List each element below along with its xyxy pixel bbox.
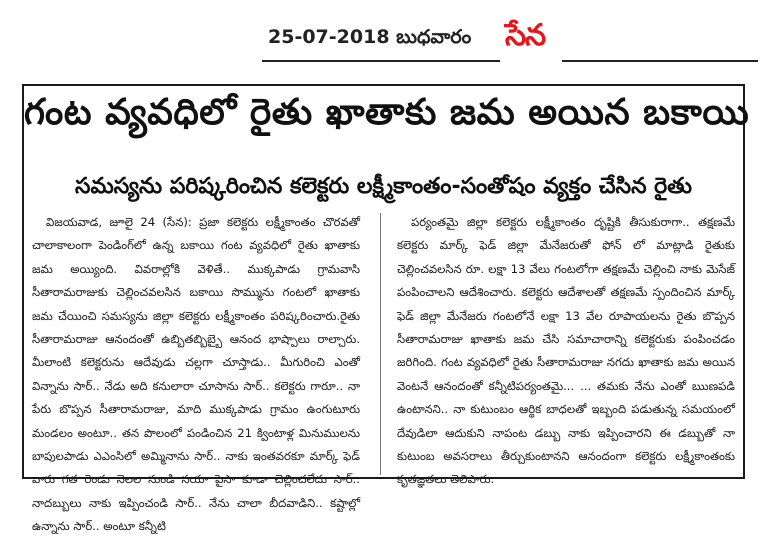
article-paragraph: విజయవాడ, జూలై 24 (సేన): ప్రజా కలెక్టరు లక్ష్మీకాంతం చొరవతో చాలాకాలంగా పెండింగ్‌లో ఉన్న బకాయి గంట వ్యవధిలో రైతు ఖాతాకు జమ అయ్యింది. వివరాల్లోకి వెళితే.. ముక్కపాడు గ్రామవాసి సీతారామరాజుకు చెల్లించవలసిన బకాయి సొమ్మును గంటలో ఖాతాకు జమ చేయించి సమస్యను జిల్లా కలెక్టరు లక్ష్మీకాంతం పరిష్కరించారు.రైతు సీతారామరాజు ఆనందంతో ఉబ్బితబ్బిబ్బై ఆనంద భాష్పాలు రాల్చారు. మీలాంటి కలెక్టరును ఆదేవుడు చల్లగా చూస్తాడు.. మీగురించి ఎంతో విన్నాను సార్.. నేడు అది కనులారా చూసాను సార్.. కలెక్టరు గారూ.. నా పేరు బొప్పన సీతారామరాజు, మాది ముక్కపాడు గ్రామం ఉంగుటూరు మండలం అంటూ.. తన పొలంలో పండించిన 21 క్వింటాళ్ల మినుములను బాపులపాడు ఎఎంసిలో అమ్మినాను సార్.. నాకు ఇంతవరకూ మార్క్ ఫెడ్ వారు గత రెండు నెలల నుండి నయా పైసా కూడా చెల్లించలేదు సార్.. నాదబ్బులు నాకు ఇప్పించండి సార్.. నేను చాలా బీదవాడిని.. కష్టాల్లో ఉన్నాను సార్.. అంటూ కన్నీటి: [32, 215, 360, 534]
newspaper-masthead: [0, 0, 775, 62]
newspaper-logo: సేన: [505, 18, 546, 53]
article-headline: గంట వ్యవధిలో రైతు ఖాతాకు జమ అయిన బకాయి: [24, 92, 750, 133]
issue-date: 25-07-2018: [268, 26, 390, 48]
masthead-rule-left: [262, 60, 500, 62]
article-column-right: [397, 211, 735, 492]
article-paragraph: పర్యంతమై జిల్లా కలెక్టరు లక్ష్మీకాంతం దృష్టికి తీసుకురాగా.. తక్షణమే కలెక్టరు మార్క్ ఫెడ్ జిల్లా మేనేజరుతో ఫోన్ లో మాట్లాడి రైతుకు చెల్లించవలసిన రూ. లక్షా 13 వేలు గంటలోగా తక్షణమే చెల్లించి నాకు మెసేజ్ పంపించాలని ఆదేశించారు. కలెక్టరు ఆదేశాలతో తక్షణమే స్పందించిన మార్క్ ఫెడ్ జిల్లా మేనేజరు గంటలోనే లక్షా 13 వేల రూపాయలను రైతు బొప్పన సీతారామరాజు ఖాతాకు జమ చేసి సమాచారాన్ని కలెక్టరుకు పంపించడం జరిగింది. గంట వ్యవధిలో రైతు సీతారామరాజు నగదు ఖాతాకు జమ అయిన వెంటనే ఆనందంతో కన్నీటిపర్యంతమై... ... తమకు నేను ఎంతో ఋణపడి ఉంటానని.. నా కుటుంబం ఆర్థిక బాధలతో ఇబ్బంది పడుతున్న సమయంలో దేవుడిలా ఆదుకుని నాపంట డబ్బు నాకు ఇప్పించారని ఈ డబ్బుతో నా కుటుంబ అవసరాలు తీర్చుకుంటానని ఆనందంగా కలెక్టరు లక్ష్మీకాంతంకు కృతజ్ఞతలు తెలిపారు.: [397, 215, 735, 487]
dateline: [268, 26, 471, 53]
issue-weekday: బుధవారం: [396, 26, 472, 48]
article-column-left: [32, 211, 360, 539]
masthead-rule-right: [562, 60, 758, 62]
news-article-clipping: [22, 84, 750, 534]
column-divider: [380, 213, 381, 475]
article-subheadline: సమస్యను పరిష్కరించిన కలెక్టరు లక్ష్మీకాంతం-సంతోషం వ్యక్తం చేసిన రైతు: [75, 174, 692, 199]
